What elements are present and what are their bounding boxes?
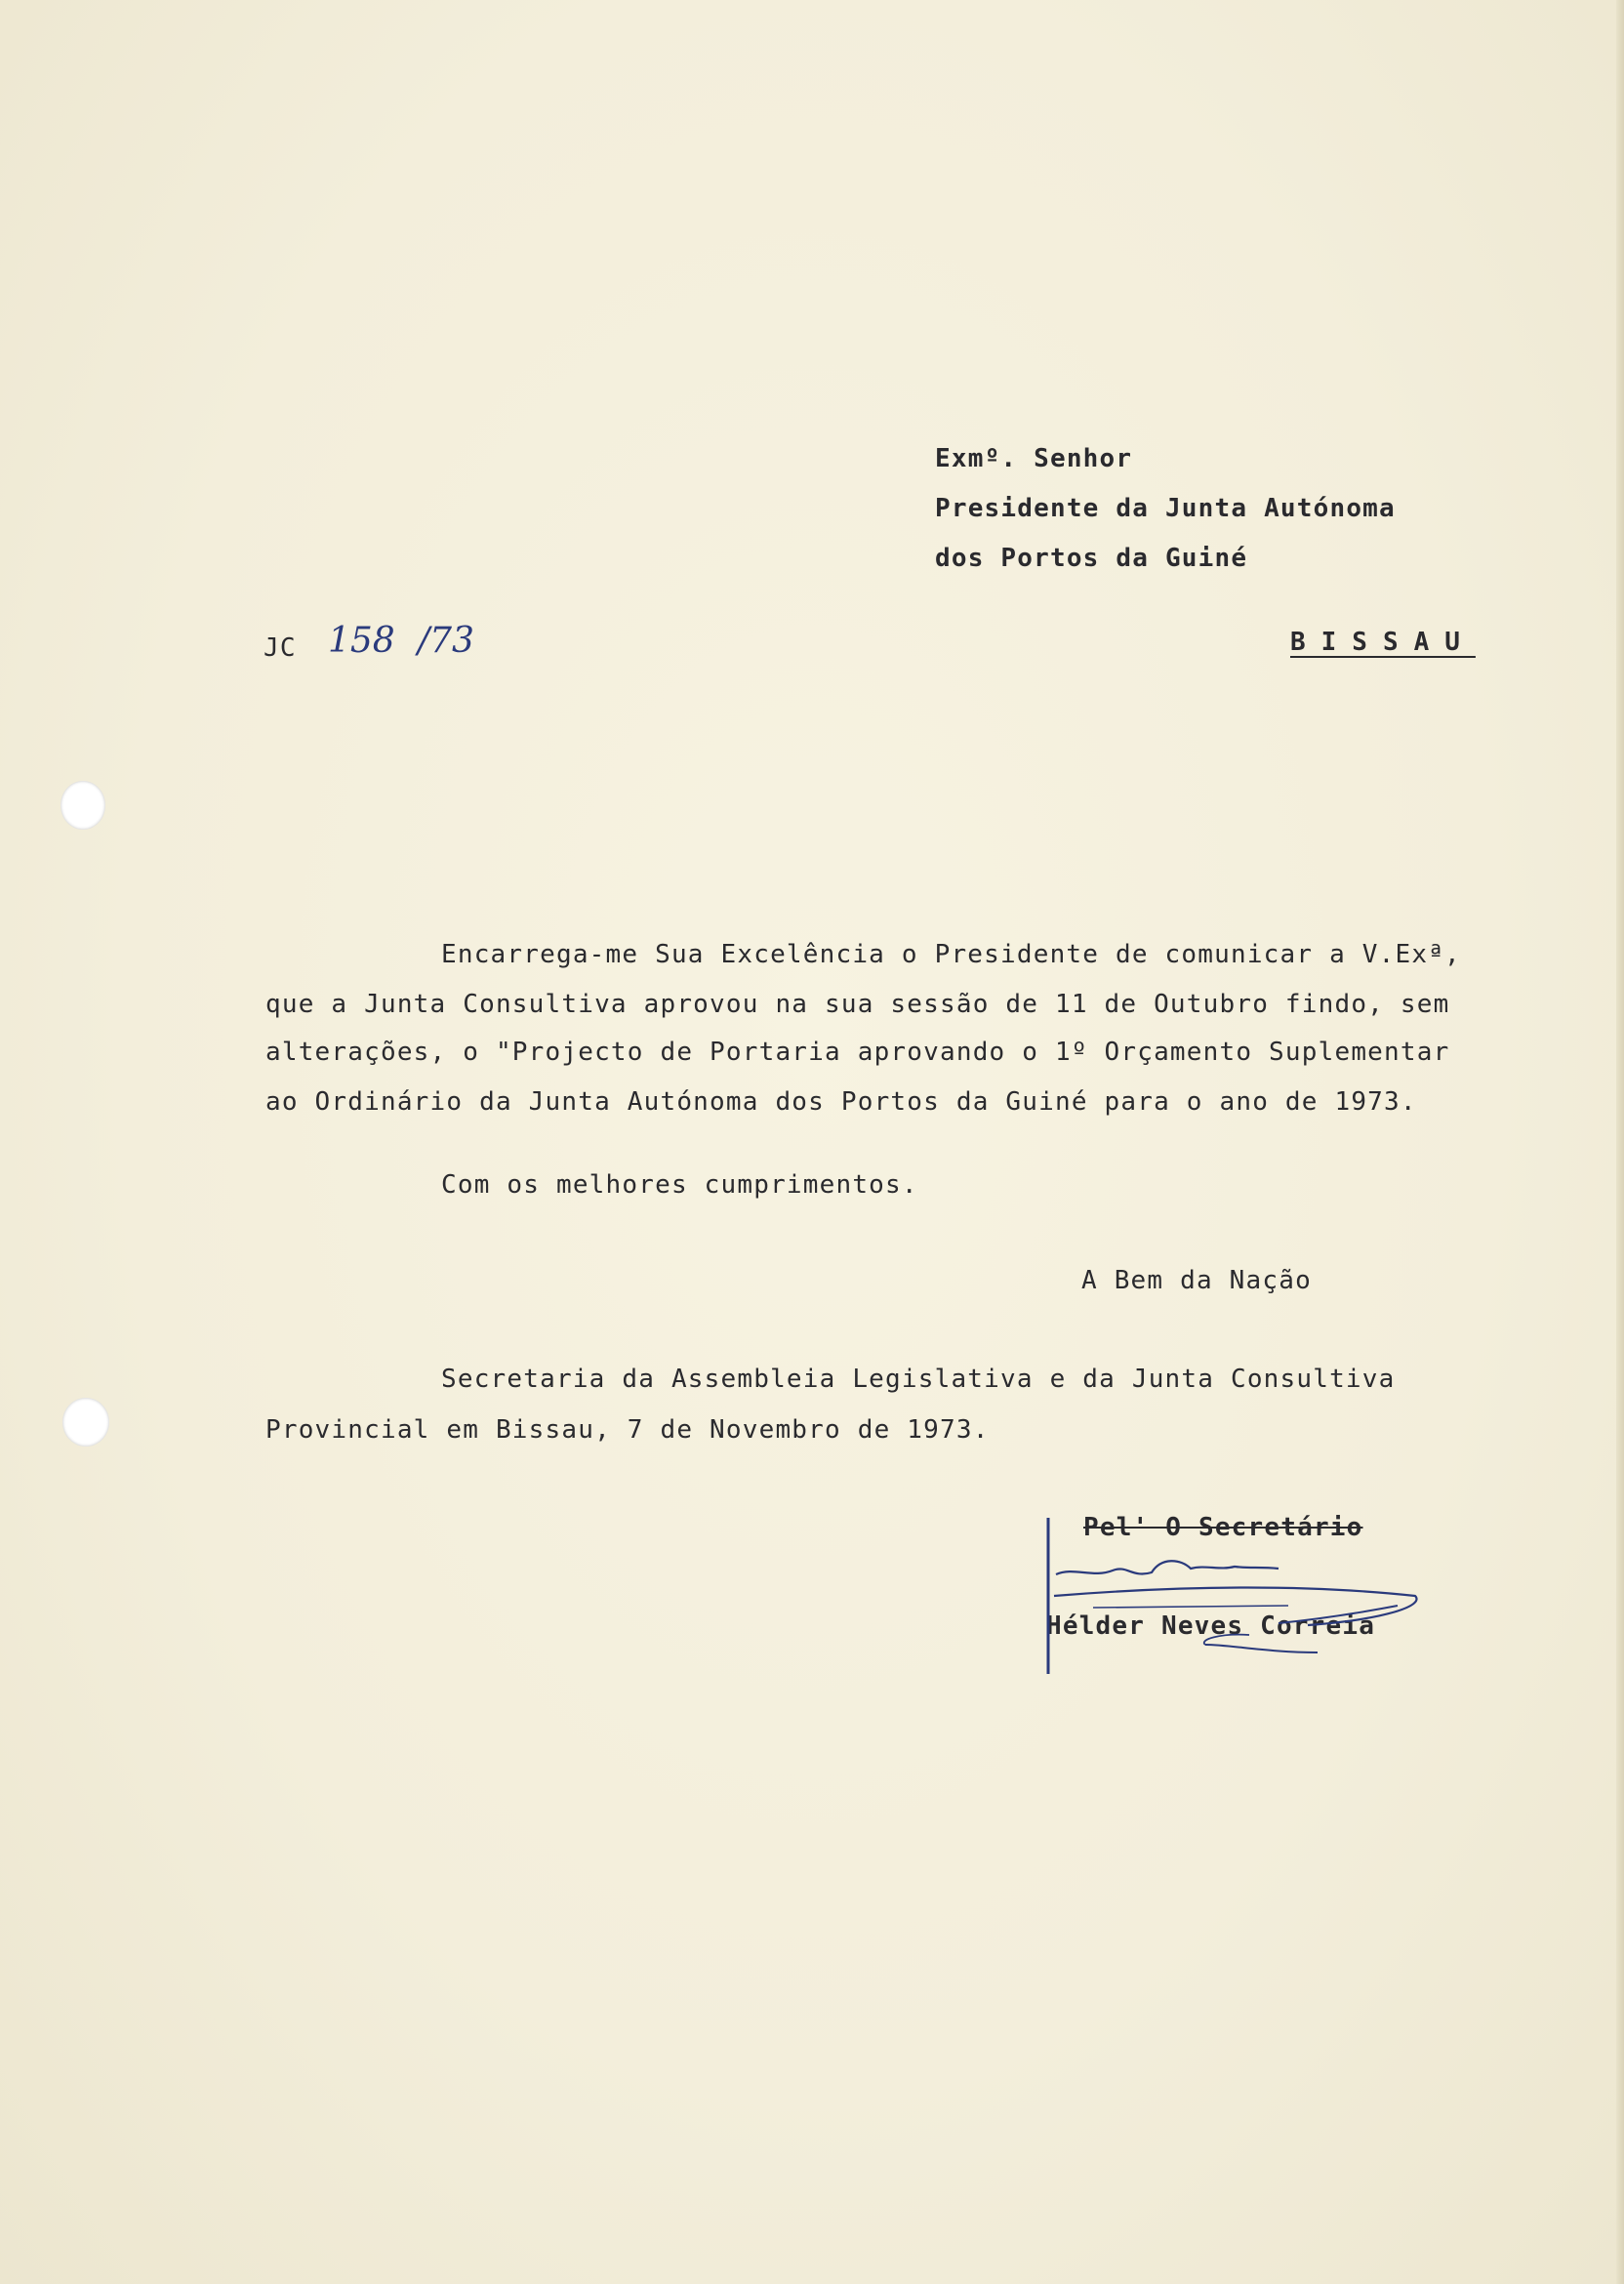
addressee-line-2: Presidente da Junta Autónoma xyxy=(935,494,1396,523)
paper-edge xyxy=(1616,0,1624,2284)
addressee-line-3: dos Portos da Guiné xyxy=(935,544,1248,573)
reference-handwritten-year: /73 xyxy=(418,621,474,661)
place-date-line-2: Provincial em Bissau, 7 de Novembro de 1973. xyxy=(265,1415,990,1445)
reference-handwritten-number: 158 xyxy=(328,621,395,661)
addressee-city: BISSAU xyxy=(1290,628,1476,657)
signature-name: Hélder Neves Correia xyxy=(1046,1611,1376,1641)
signature-title: Pel' O Secretário xyxy=(1083,1513,1363,1542)
reference-prefix: JC xyxy=(264,633,297,663)
body-line-4: ao Ordinário da Junta Autónoma dos Portos da Guiné para o ano de 1973. xyxy=(265,1087,1417,1117)
handwritten-signature xyxy=(1035,1498,1444,1693)
place-date-line-1: Secretaria da Assembleia Legislativa e da Junta Consultiva xyxy=(441,1365,1396,1394)
body-line-2: que a Junta Consultiva aprovou na sua sessão de 11 de Outubro findo, sem xyxy=(265,990,1450,1019)
body-line-3: alterações, o "Projecto de Portaria aprovando o 1º Orçamento Suplementar xyxy=(265,1038,1450,1067)
motto-line: A Bem da Nação xyxy=(1081,1266,1312,1295)
body-line-1: Encarrega-me Sua Excelência o Presidente de comunicar a V.Exª, xyxy=(441,940,1461,969)
punch-hole-bottom xyxy=(62,1398,109,1447)
closing-line: Com os melhores cumprimentos. xyxy=(441,1170,918,1200)
addressee-salutation: Exmº. Senhor xyxy=(935,444,1133,473)
punch-hole-top xyxy=(61,781,105,830)
